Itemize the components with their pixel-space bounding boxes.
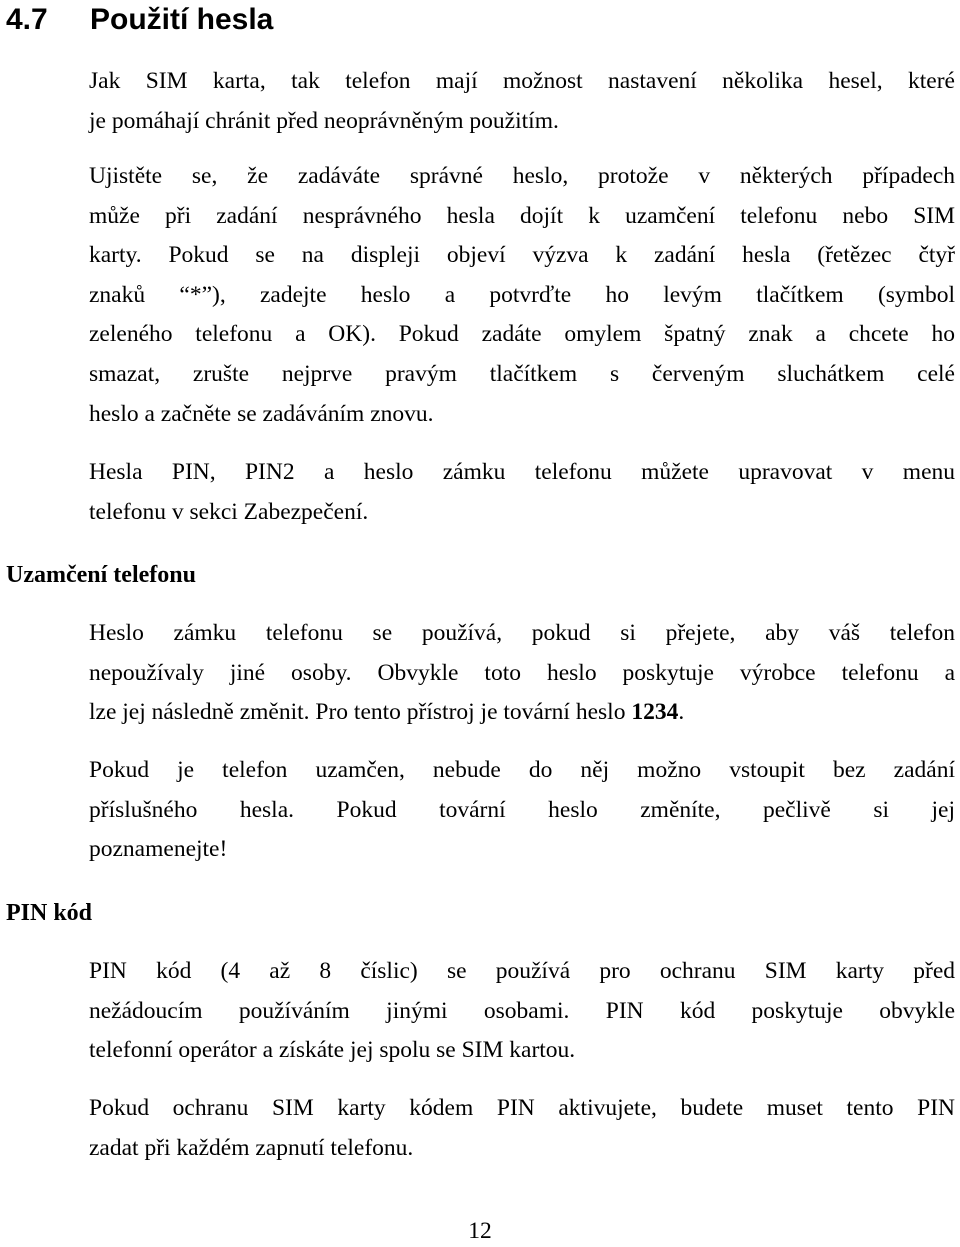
text-fragment: . xyxy=(678,699,685,726)
text-line: nepoužívaly jiné osoby. Obvykle toto heslo poskytuje výrobce telefonu a xyxy=(89,659,955,686)
text-line: Pokud ochranu SIM karty kódem PIN aktivujete, budete muset tento PIN xyxy=(89,1095,955,1121)
text-line: Ujistěte se, že zadáváte správné heslo, protože v některých případech xyxy=(89,163,955,189)
text-line: zeleného telefonu a OK). Pokud zadáte omylem špatný znak a chcete ho xyxy=(89,321,955,348)
page-number: 12 xyxy=(468,1218,492,1244)
text-line: poznamenejte! xyxy=(89,836,228,863)
text-line: může při zadání nesprávného hesla dojít k uzamčení telefonu nebo SIM xyxy=(89,202,955,229)
phone-lock-paragraph xyxy=(89,614,955,733)
text-line: Hesla PIN, PIN2 a heslo zámku telefonu můžete upravovat v menu xyxy=(89,459,955,485)
text-line: PIN kód (4 až 8 číslic) se používá pro ochranu SIM karty před xyxy=(89,958,955,984)
factory-code: 1234 xyxy=(631,699,679,726)
section-heading xyxy=(6,0,273,40)
text-line: Pokud je telefon uzamčen, nebude do něj možno vstoupit bez zadání xyxy=(89,757,955,783)
password-entry-paragraph xyxy=(89,157,955,434)
text-line: telefonu v sekci Zabezpečení. xyxy=(89,498,369,525)
pin-code-paragraph xyxy=(89,952,955,1071)
text-line: smazat, zrušte nejprve pravým tlačítkem s červeným sluchátkem celé xyxy=(89,360,955,387)
section-number: 4.7 xyxy=(6,3,48,36)
text-line: zadat při každém zapnutí telefonu. xyxy=(89,1134,414,1161)
phone-lock-warning-paragraph xyxy=(89,751,955,870)
section-title: Použití hesla xyxy=(90,3,274,36)
text-line: telefonní operátor a získáte jej spolu se SIM kartou. xyxy=(89,1037,576,1064)
text-line xyxy=(89,693,955,733)
text-line: karty. Pokud se na displeji objeví výzva k zadání hesla (řetězec čtyř xyxy=(89,242,955,269)
text-line: nežádoucím používáním jinými osobami. PIN kód poskytuje obvykle xyxy=(89,997,955,1024)
settings-paragraph xyxy=(89,453,955,532)
text-line: Heslo zámku telefonu se používá, pokud si přejete, aby váš telefon xyxy=(89,620,955,646)
text-line: příslušného hesla. Pokud tovární heslo změníte, pečlivě si jej xyxy=(89,796,955,823)
text-line: je pomáhají chránit před neoprávněným použitím. xyxy=(89,107,559,134)
subheading-pin-code: PIN kód xyxy=(6,900,93,926)
intro-paragraph xyxy=(89,62,955,141)
text-fragment: lze jej následně změnit. Pro tento přístroj je tovární heslo xyxy=(89,699,632,726)
subheading-phone-lock: Uzamčení telefonu xyxy=(6,562,196,588)
text-line: Jak SIM karta, tak telefon mají možnost nastavení několika hesel, které xyxy=(89,68,955,94)
pin-activation-paragraph xyxy=(89,1089,955,1168)
text-line: heslo a začněte se zadáváním znovu. xyxy=(89,400,434,427)
text-line: znaků “*”), zadejte heslo a potvrďte ho levým tlačítkem (symbol xyxy=(89,281,955,308)
